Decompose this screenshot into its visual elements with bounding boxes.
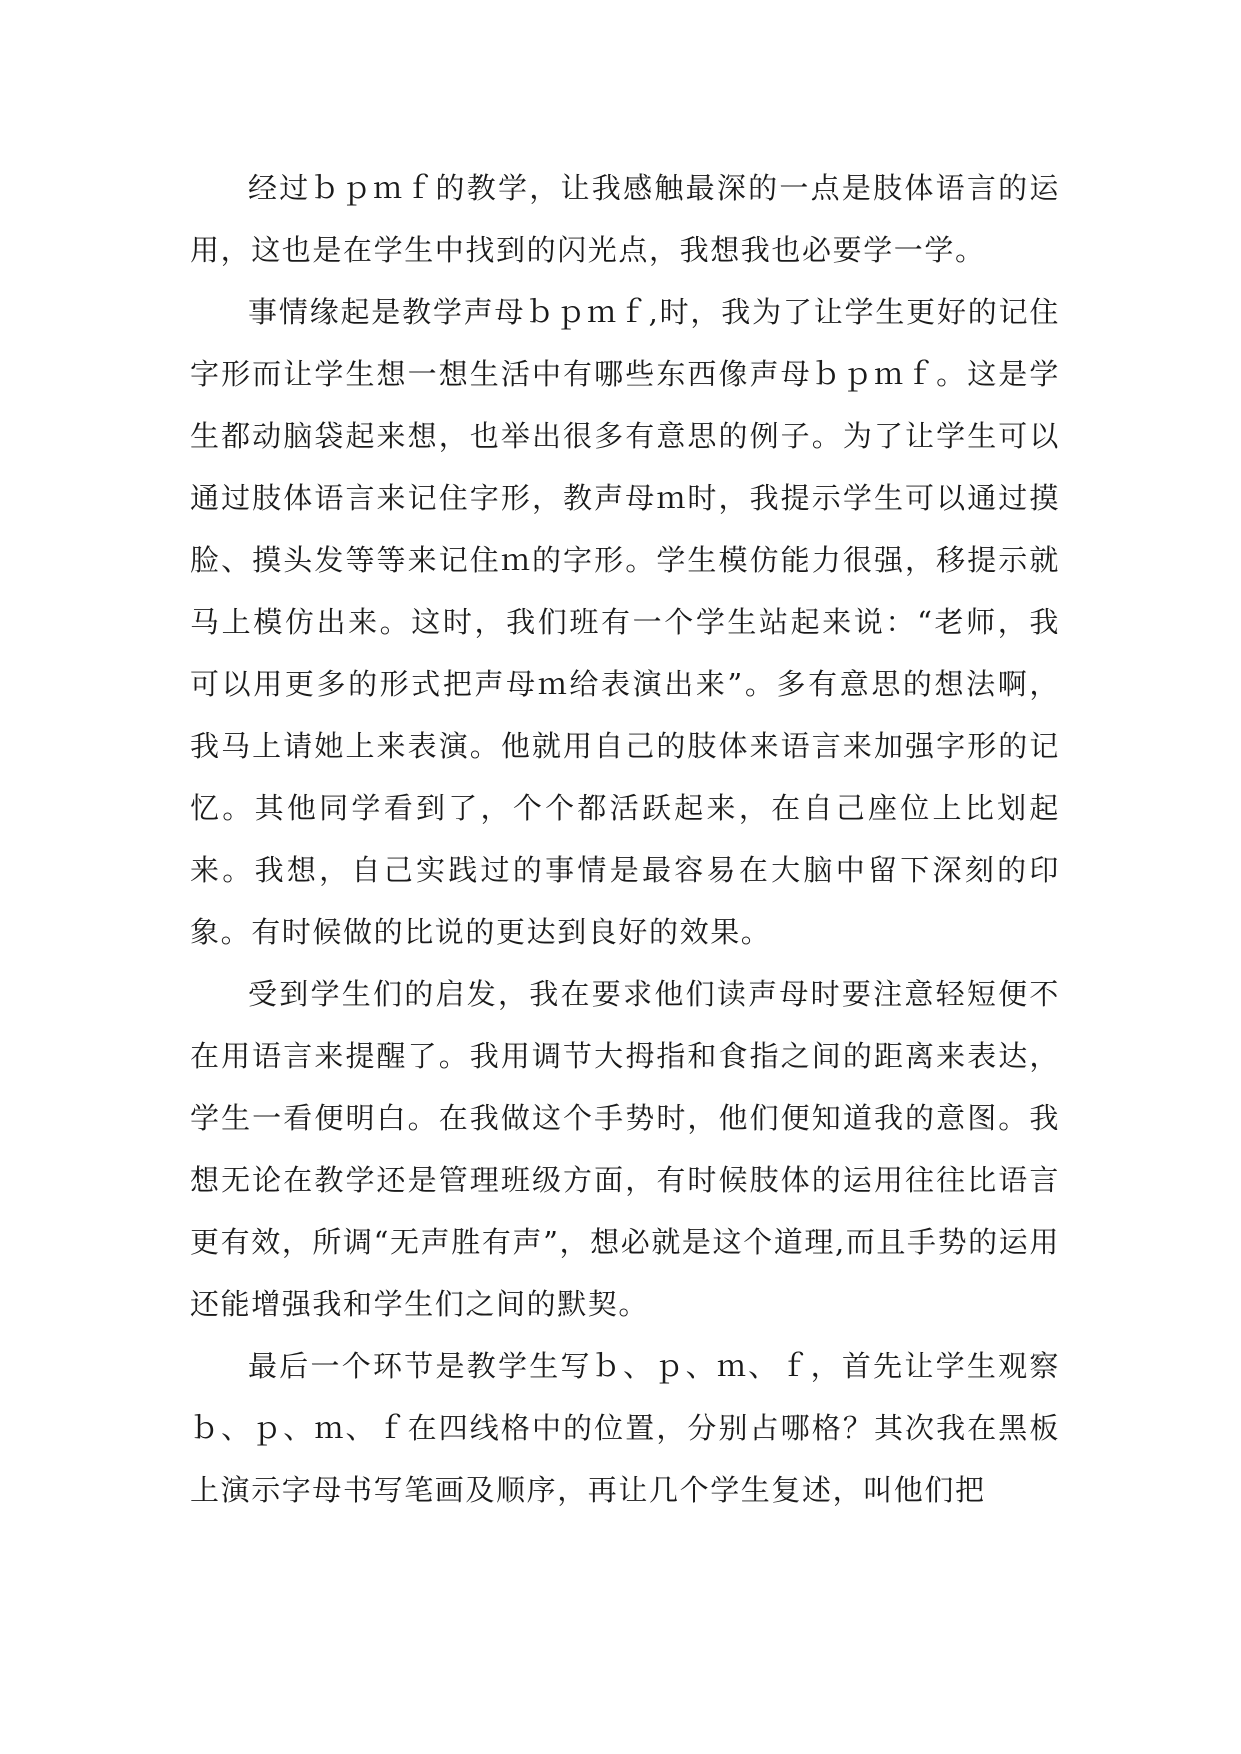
paragraph-3: 受到学生们的启发，我在要求他们读声母时要注意轻短便不在用语言来提醒了。我用调节大拇指和食指之间的距离来表达，学生一看便明白。在我做这个手势时，他们便知道我的意图。我想无论在教学还是管理班级方面，有时候肢体的运用往往比语言更有效，所调“无声胜有声”，想必就是这个道理,而且手势的运用还能增强我和学生们之间的默契。 <box>190 977 1060 1321</box>
document-body <box>190 157 1060 1521</box>
paragraph-1: 经过ｂｐｍｆ的教学，让我感触最深的一点是肢体语言的运用，这也是在学生中找到的闪光点，我想我也必要学一学。 <box>190 171 1060 267</box>
paragraph-2: 事情缘起是教学声母ｂｐｍｆ,时，我为了让学生更好的记住字形而让学生想一想生活中有哪些东西像声母ｂｐｍｆ。这是学生都动脑袋起来想，也举出很多有意思的例子。为了让学生可以通过肢体语言来记住字形，教声母ｍ时，我提示学生可以通过摸脸、摸头发等等来记住ｍ的字形。学生模仿能力很强，移提示就马上模仿出来。这时，我们班有一个学生站起来说：“老师，我可以用更多的形式把声母ｍ给表演出来”。多有意思的想法啊，我马上请她上来表演。他就用自己的肢体来语言来加强字形的记忆。其他同学看到了，个个都活跃起来，在自己座位上比划起来。我想，自己实践过的事情是最容易在大脑中留下深刻的印象。有时候做的比说的更达到良好的效果。 <box>190 295 1060 949</box>
paragraph-4: 最后一个环节是教学生写ｂ、ｐ、ｍ、ｆ，首先让学生观察ｂ、ｐ、ｍ、ｆ在四线格中的位置，分别占哪格？其次我在黑板上演示字母书写笔画及顺序，再让几个学生复述，叫他们把 <box>190 1349 1060 1507</box>
